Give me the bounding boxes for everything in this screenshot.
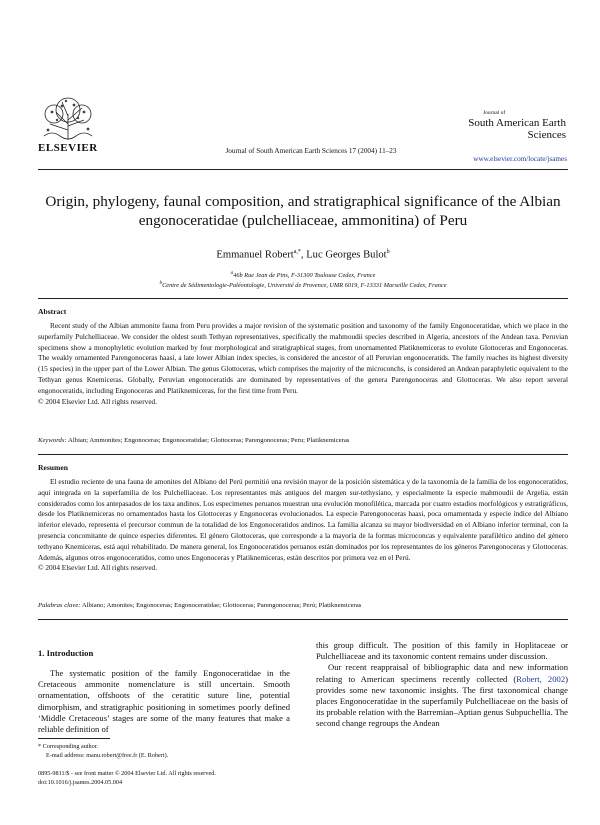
resumen-body: [38, 477, 568, 574]
keywords-label: Keywords:: [38, 437, 67, 444]
journal-box-title: South American Earth Sciences: [468, 117, 566, 141]
affiliation-a-text: 46b Rue Jean de Pins, F-31300 Toulouse Cedex, France: [233, 272, 376, 280]
affiliation-b-sup: b: [159, 280, 163, 286]
palabras-label: Palabras clave:: [38, 602, 81, 609]
footnote-rule: [38, 738, 110, 739]
resumen-copyright: © 2004 Elsevier Ltd. All rights reserved.: [38, 563, 158, 573]
affiliation-b-text: Centre de Sédimentologie-Paléontologie, Université de Provence, UMR 6019, F-13331 Marseille Cedex, France: [162, 282, 447, 290]
intro-right-p1: this group difficult. The position of this family in Hoplitaceae or Pulchelliaceae and its taxonomic content remains under discussion.: [316, 640, 568, 662]
abstract-heading: Abstract: [38, 307, 67, 316]
footnote-corresponding: * Corresponding author.: [38, 743, 98, 750]
elsevier-tree-logo: [38, 96, 98, 142]
intro-right-p2-a: Our recent reappraisal of bibliographic data and new information relating to American specimens recently collected (: [316, 662, 568, 684]
resumen-text: El estudio reciente de una fauna de amonites del Albiano del Perú permitió una revisión mayor de la posición sistemática y de la taxonomía de la familia de los engonoceratidos, aquí integrada en la superfamilia de los Pulchelliaceae. Los representantes más antiguos del margen sur-tethysiano, y especialmente la especie mahmoudii de Argelia, están considerados como los antepasados de los taxa andinos. Los especimenes peruanos muestran una evolución monofilética, marcada por cuatro estadios morfológicos y estratigráficos, desde los Platiknemiceras no ornamentados hasta los Glottoceras y Engonoceras evolucionados. La especie Parengonoceras haasi, poca ornamentada y especie índice del Albiano inferior elevado, representa el precursor commun de la totalidad de los Engonoceratidos andinos. La familia alcanza su mayor biodiversidad en el Albiano inferior terminal, con la presencia concomitante de quince especies diferentes. El género Glottoceras, que corresponde a la mayoría de la formas microconcas y equivalente parafilético andino del género tethyano Knemiceras, está aquí rehabilitado. De manera general, los Engonoceratidos peruanos están dominados por los representantes de los géneros Parengonoceras y Glottoceras. Además, algunos otros engonoceratidos, como unos Engonoceras y Platiknemiceras, están descritos por primera vez en el Perú.: [38, 477, 568, 562]
keywords: [38, 436, 568, 445]
affiliation-b: [38, 280, 568, 289]
intro-left-column: [38, 668, 290, 735]
abstract-body: [38, 321, 568, 407]
journal-box-label: Journal of: [483, 110, 506, 116]
intro-left-text: The systematic position of the family Engonoceratidae in the Cretaceous ammonite nomenclature is still uncertain. Smooth ornamentation, offshoots of the ceratitic suture line, potential dimorphism, and stratigraphic positioning in sometimes poorly defined ‘Middle Cretaceous’ stages are some of the many features that make a reliable definition of: [38, 668, 290, 735]
intro-right-p2-b: ) provides some new taxonomic insights. The first taxonomical change places Engonoceratidae in the superfamily Pulchelliaceae on the basis of its probable relation with the Barremian–Aptian genus Subpuchellia. The second change regroups the Andean: [316, 673, 568, 729]
introduction-heading: 1. Introduction: [38, 648, 94, 658]
keywords-text: Albian; Ammonites; Engonoceras; Engonoceratidae; Glottoceras; Parengonoceras; Peru; Platiknemiceras: [68, 437, 350, 444]
palabras-clave: [38, 601, 568, 610]
footnote-email: E-mail address: manu.robert@free.fr (E. Robert).: [46, 751, 169, 759]
resumen-heading: Resumen: [38, 463, 68, 472]
abstract-top-rule: [38, 298, 568, 299]
body-top-rule: [38, 619, 568, 620]
doi-line: doi:10.1016/j.jsames.2004.05.004: [38, 778, 123, 786]
intro-right-p2: [316, 662, 568, 729]
author-2-sup: b: [386, 249, 390, 255]
author-1: Emmanuel Robert: [216, 249, 294, 261]
authors: [38, 249, 568, 261]
affiliation-a-sup: a: [230, 270, 234, 276]
publisher-name: ELSEVIER: [38, 142, 98, 154]
robert-2002-citation-link[interactable]: Robert, 2002: [516, 673, 566, 684]
abstract-copyright: © 2004 Elsevier Ltd. All rights reserved.: [38, 396, 158, 406]
abstract-text: Recent study of the Albian ammonite fauna from Peru provides a major revision of the systematic position and taxonomy of the family Engonoceratidae, which we place in the superfamily Pulchelliaceae. We consider the oldest south Tethyan representatives, specifically the mahmoudii species described in Algeria, ancestors of the Andean taxa. Peruvian specimens show a monophyletic evolution marked by four morphological and stratigraphical stages, from unornamented Platiknemiceras to evolute Glottoceras and Engonoceras. The weakly ornamented Parengonoceras haasi, a late lower Albian index species, is considered the ancestor of all Peruvian engonoceratids. The family reaches its highest diversity (15 species) in the upper part of the Lower Albian. The genus Glottoceras, which comprises the majority of the microconchs, is considered an Andean paraphyletic equivalent to the Tethyan genus Knemiceras. Globally, Peruvian engonoceratids are dominated by representatives of the genera Parengonoceras and Glottoceras. We also report several engonoceratids, including Engonoceras and Platiknemiceras, for the first time from Peru.: [38, 321, 568, 395]
author-separator: ,: [300, 249, 307, 261]
issn-line: 0895-9811/$ - see front matter © 2004 Elsevier Ltd. All rights reserved.: [38, 770, 216, 777]
affiliation-a: [38, 270, 568, 279]
journal-url-link[interactable]: www.elsevier.com/locate/jsames: [473, 155, 567, 163]
palabras-text: Albiano; Amonites; Engonoceras; Engonoceratidae; Glottoceras; Parengonoceras; Perú; Platiknemiceras: [81, 602, 362, 609]
intro-right-column: [316, 640, 568, 730]
journal-citation: Journal of South American Earth Sciences 17 (2004) 11–23: [225, 147, 397, 155]
header-rule: [38, 169, 568, 170]
resumen-top-rule: [38, 454, 568, 455]
footnote: [38, 743, 278, 760]
author-1-sup: a,*: [293, 249, 301, 255]
article-title: Origin, phylogeny, faunal composition, and stratigraphical significance of the Albian engonoceratidae (pulchelliaceae, ammonitina) of Peru: [45, 193, 561, 229]
author-2: Luc Georges Bulot: [306, 249, 387, 261]
publication-info: [38, 770, 358, 787]
